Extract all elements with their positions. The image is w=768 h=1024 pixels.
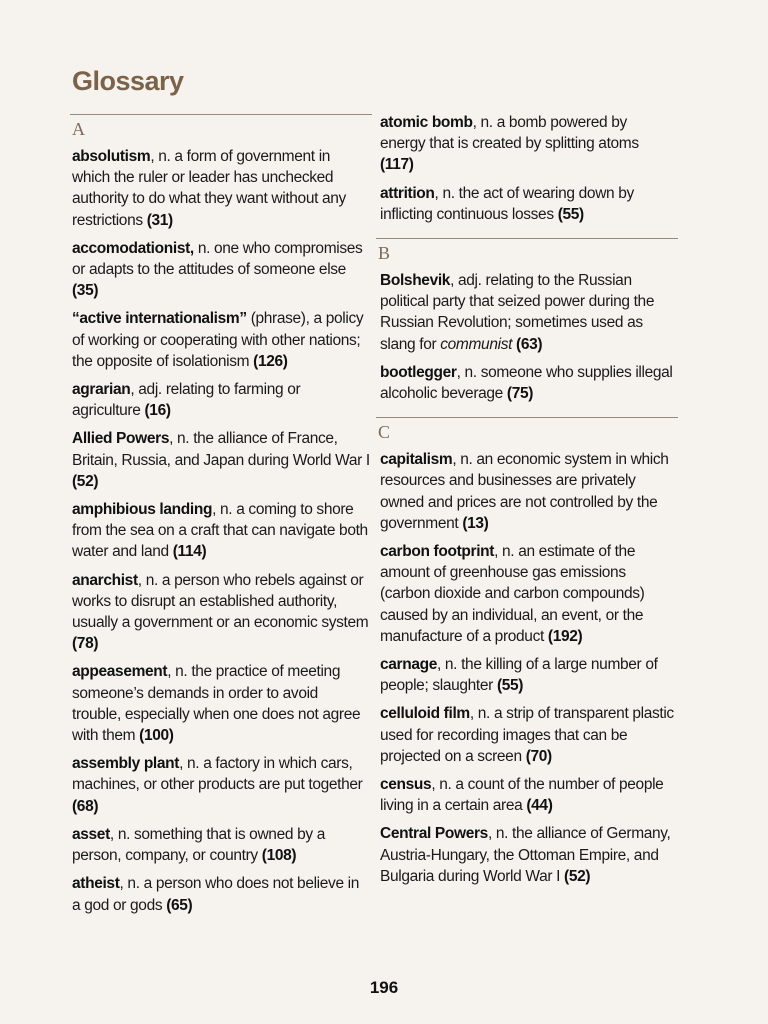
entry-page-ref: (55)	[496, 677, 524, 695]
entry-page-ref: (35)	[72, 282, 99, 300]
entry-term: asset	[72, 825, 110, 843]
entry-definition: , n. the alliance of France, Britain, Russia, and Japan during World War I	[72, 430, 370, 469]
glossary-entry	[380, 270, 676, 355]
glossary-entry	[380, 823, 676, 887]
entry-definition: , n. someone who supplies illegal alcoholic beverage	[380, 363, 673, 403]
entry-term: Bolshevik	[380, 272, 451, 290]
entry-page-ref: (52)	[564, 867, 591, 885]
glossary-entry	[72, 428, 370, 492]
entry-term: amphibious landing	[72, 501, 213, 519]
entry-definition: , n. a factory in which cars, machines, or other products are put together	[72, 755, 363, 794]
entry-term: assembly plant	[72, 755, 180, 773]
glossary-entry	[380, 183, 676, 225]
entry-definition: , n. an economic system in which resources and businesses are privately owned and prices are not controlled by the government	[380, 451, 669, 532]
entry-page-ref: (126)	[253, 352, 288, 370]
entry-definition: , n. the killing of a large number of people; slaughter	[380, 656, 658, 695]
glossary-entry	[380, 362, 676, 404]
glossary-entry	[380, 449, 676, 534]
entry-page-ref: (117)	[380, 156, 414, 174]
entry-term: bootlegger	[380, 363, 457, 381]
entry-page-ref: (75)	[506, 385, 534, 403]
section-a	[70, 114, 370, 916]
entry-definition: , n. an estimate of the amount of greenhouse gas emissions (carbon dioxide and carbon compounds) caused by an individual, an event, or the manufacture of a product	[380, 543, 645, 645]
entry-definition: (phrase), a policy of working or cooperating with other nations; the opposite of isolationism	[72, 310, 364, 370]
entry-definition: , n. something that is owned by a person, company, or country	[72, 825, 325, 865]
entry-page-ref: (13)	[462, 514, 489, 532]
section-letter: B	[378, 243, 391, 264]
entry-page-ref: (16)	[144, 402, 171, 420]
entry-term: attrition	[380, 184, 435, 202]
entry-definition: , n. a bomb powered by energy that is created by splitting atoms	[380, 114, 639, 153]
entry-page-ref: (44)	[526, 797, 553, 815]
glossary-entry	[72, 238, 370, 302]
entry-page-ref: (100)	[139, 727, 174, 745]
entry-term: carnage	[380, 656, 437, 674]
entry-term: agrarian	[72, 381, 131, 399]
glossary-entry	[380, 112, 676, 176]
entry-definition: , adj. relating to the Russian political party that seized power during the Russian Revolution; sometimes used as slang for	[380, 272, 655, 353]
entry-definition: , n. a person who rebels against or works to disrupt an established authority, usually a government or an economic system	[72, 571, 369, 632]
glossary-entry	[72, 824, 370, 866]
glossary-entry	[72, 753, 370, 817]
glossary-entry	[380, 541, 676, 647]
glossary-entry	[380, 774, 676, 816]
entry-term: anarchist	[72, 571, 138, 589]
entry-term: Allied Powers	[72, 430, 170, 448]
entry-term: capitalism	[380, 451, 453, 469]
entry-term: appeasement	[72, 663, 168, 681]
glossary-entry	[72, 661, 370, 746]
page-title: Glossary	[72, 66, 184, 96]
entry-page-ref: (70)	[525, 747, 552, 765]
section-letter: A	[72, 119, 85, 139]
entry-definition: , n. a count of the number of people living in a certain area	[380, 776, 664, 815]
section-letter: C	[378, 422, 391, 443]
glossary-entry	[72, 379, 370, 421]
entry-page-ref: (31)	[146, 211, 173, 229]
entry-page-ref: (78)	[72, 635, 99, 653]
glossary-entry	[380, 654, 676, 696]
entry-definition: n. one who compromises or adapts to the attitudes of someone else	[72, 239, 363, 279]
entry-term: atomic bomb	[380, 114, 473, 131]
entry-definition: , n. a form of government in which the ruler or leader has unchecked authority to do what they want without any restrictions	[72, 148, 346, 229]
entry-term: carbon footprint	[380, 543, 495, 561]
left-column	[70, 114, 370, 923]
entry-page-ref: (192)	[547, 627, 583, 645]
entry-term: “active internationalism”	[72, 310, 247, 328]
entry-page-ref: (65)	[166, 896, 193, 914]
entry-definition: , n. a strip of transparent plastic used for recording images that can be projected on a screen	[380, 705, 674, 765]
glossary-entry	[72, 146, 370, 231]
section-b	[376, 238, 676, 404]
entry-definition-italic: communist	[440, 335, 513, 353]
glossary-entry	[380, 703, 676, 767]
right-column	[376, 112, 676, 894]
glossary-entry	[72, 499, 370, 563]
entry-definition: , n. a coming to shore from the sea on a craft that can navigate both water and land	[72, 501, 368, 561]
entry-term: Central Powers	[380, 825, 488, 843]
entry-page-ref: (52)	[72, 472, 99, 490]
glossary-entry	[72, 873, 370, 915]
entry-term: accomodationist,	[72, 239, 194, 257]
entry-definition: , adj. relating to farming or agriculture	[72, 381, 301, 420]
section-c	[376, 417, 676, 887]
entry-definition: , n. a person who does not believe in a god or gods	[72, 875, 360, 914]
entry-term: atheist	[72, 875, 120, 893]
entry-page-ref: (55)	[557, 205, 584, 223]
glossary-entry	[72, 308, 370, 372]
entry-definition: , n. the act of wearing down by inflicting continuous losses	[380, 184, 634, 223]
entry-definition: , n. the practice of meeting someone’s demands in order to avoid trouble, especially when one does not agree with them	[72, 663, 361, 745]
page-number: 196	[369, 978, 399, 997]
entry-page-ref: (63)	[516, 335, 543, 353]
entry-term: celluloid film	[380, 705, 470, 723]
entry-page-ref: (108)	[261, 847, 297, 865]
entry-definition: , n. the alliance of Germany, Austria-Hungary, the Ottoman Empire, and Bulgaria during World War I	[380, 825, 671, 885]
entry-page-ref: (68)	[72, 797, 99, 815]
entry-page-ref: (114)	[172, 543, 207, 561]
glossary-entry	[72, 570, 370, 655]
entry-term: absolutism	[72, 148, 151, 165]
entry-term: census	[380, 776, 432, 794]
